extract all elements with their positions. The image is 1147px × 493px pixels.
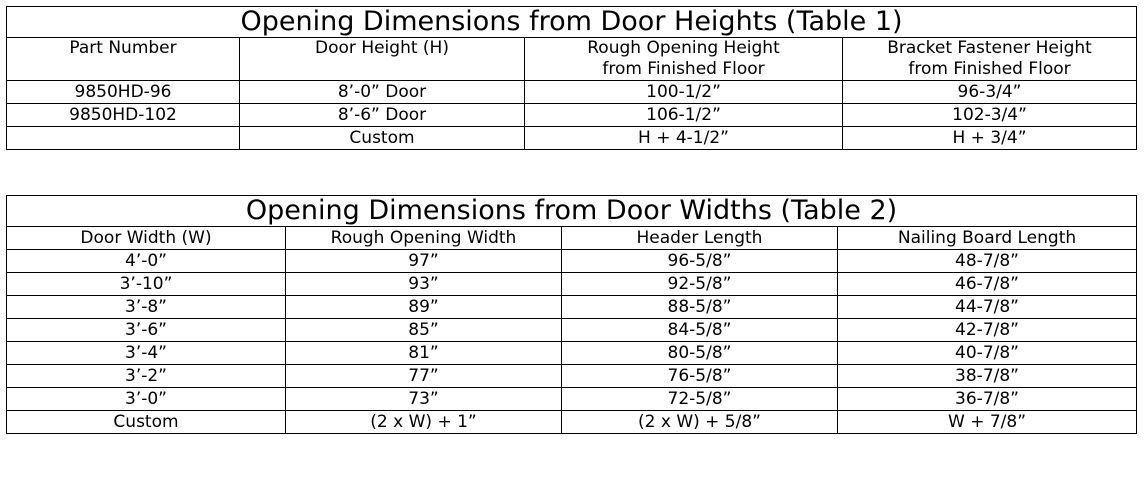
table-cell: 3’-0” (7, 388, 286, 411)
table-cell: 9850HD-96 (7, 81, 240, 104)
door-widths-table (6, 195, 1137, 434)
table2-header-nailing-board-length: Nailing Board Length (838, 227, 1137, 250)
table1-header-bracket (843, 38, 1137, 81)
table-cell: 81” (286, 342, 562, 365)
table1-header-rough-opening-line1: Rough Opening Height (587, 38, 780, 58)
table-cell: 46-7/8” (838, 273, 1137, 296)
table1-header-bracket-line1: Bracket Fastener Height (887, 38, 1092, 58)
table-row (7, 388, 1137, 411)
table-cell: 96-5/8” (562, 250, 838, 273)
table-cell: 9850HD-102 (7, 104, 240, 127)
table2-header-header-length: Header Length (562, 227, 838, 250)
table1-header-bracket-line2: from Finished Floor (908, 59, 1071, 79)
table-cell: 96-3/4” (843, 81, 1137, 104)
table2-header-door-width: Door Width (W) (7, 227, 286, 250)
table-row (7, 411, 1137, 434)
table-row (7, 250, 1137, 273)
table-cell: 84-5/8” (562, 319, 838, 342)
table-cell: 77” (286, 365, 562, 388)
table-cell: H + 3/4” (843, 127, 1137, 150)
table-cell: 76-5/8” (562, 365, 838, 388)
table-cell: 106-1/2” (525, 104, 843, 127)
table-cell: 72-5/8” (562, 388, 838, 411)
table2-title: Opening Dimensions from Door Widths (Table 2) (7, 196, 1137, 227)
table-cell: 89” (286, 296, 562, 319)
table2-header-row (7, 227, 1137, 250)
table-cell: 4’-0” (7, 250, 286, 273)
table-cell: 3’-2” (7, 365, 286, 388)
table-cell: 93” (286, 273, 562, 296)
table-cell: 36-7/8” (838, 388, 1137, 411)
table-row (7, 104, 1137, 127)
table2-header-rough-opening-width: Rough Opening Width (286, 227, 562, 250)
table-cell: 100-1/2” (525, 81, 843, 104)
table-cell: 92-5/8” (562, 273, 838, 296)
table1-header-rough-opening (525, 38, 843, 81)
table-cell: 80-5/8” (562, 342, 838, 365)
table-row (7, 127, 1137, 150)
table-cell: 3’-10” (7, 273, 286, 296)
table-cell: 102-3/4” (843, 104, 1137, 127)
table1-header-part-number: Part Number (7, 38, 240, 81)
table-row (7, 342, 1137, 365)
table1-header-door-height: Door Height (H) (240, 38, 525, 81)
table-cell: 73” (286, 388, 562, 411)
table-cell: 42-7/8” (838, 319, 1137, 342)
table-row (7, 319, 1137, 342)
table-cell (7, 127, 240, 150)
table-cell: W + 7/8” (838, 411, 1137, 434)
table-cell: (2 x W) + 1” (286, 411, 562, 434)
table-cell: 88-5/8” (562, 296, 838, 319)
table-cell: 8’-0” Door (240, 81, 525, 104)
table-cell: H + 4-1/2” (525, 127, 843, 150)
table1-header-rough-opening-line2: from Finished Floor (602, 59, 765, 79)
table-cell: (2 x W) + 5/8” (562, 411, 838, 434)
table-cell: 44-7/8” (838, 296, 1137, 319)
table1-title: Opening Dimensions from Door Heights (Table 1) (7, 7, 1137, 38)
table-cell: 3’-6” (7, 319, 286, 342)
table-cell: 3’-8” (7, 296, 286, 319)
table-row (7, 81, 1137, 104)
door-heights-table (6, 6, 1137, 150)
table-cell: 85” (286, 319, 562, 342)
table1-header-row (7, 38, 1137, 81)
table-cell: 40-7/8” (838, 342, 1137, 365)
table-cell: 38-7/8” (838, 365, 1137, 388)
table-cell: Custom (7, 411, 286, 434)
table-cell: Custom (240, 127, 525, 150)
table-cell: 97” (286, 250, 562, 273)
table-cell: 8’-6” Door (240, 104, 525, 127)
table-row (7, 273, 1137, 296)
table-cell: 48-7/8” (838, 250, 1137, 273)
table-row (7, 365, 1137, 388)
table-row (7, 296, 1137, 319)
table-cell: 3’-4” (7, 342, 286, 365)
